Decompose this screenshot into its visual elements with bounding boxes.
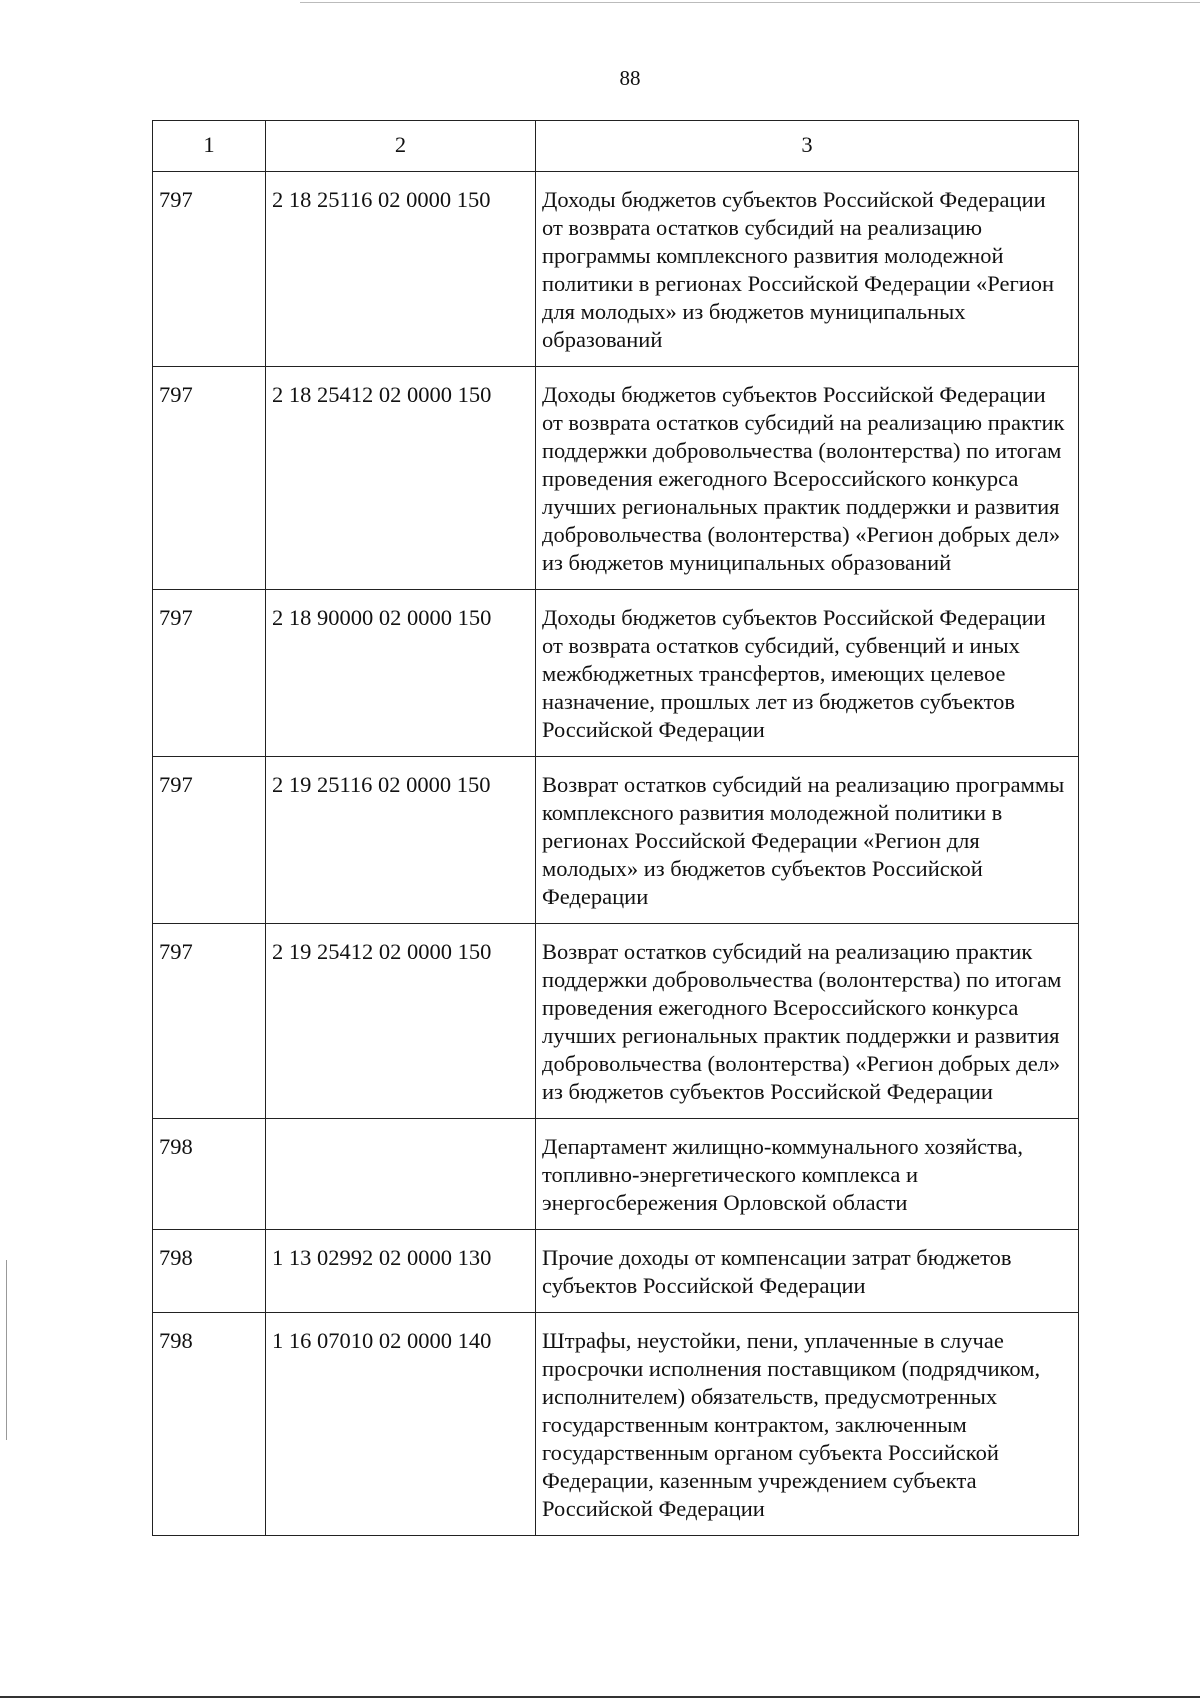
scan-artifact-top (300, 2, 1200, 3)
admin-code-cell: 798 (153, 1313, 266, 1536)
description-cell: Доходы бюджетов субъектов Российской Федерации от возврата остатков субсидий на реализацию практик поддержки добровольчества (волонтерства) по итогам проведения ежегодного Всероссийского конкурса лучших региональных практик поддержки и развития добровольчества (волонтерства) «Регион добрых дел» из бюджетов муниципальных образований (536, 367, 1079, 590)
admin-code-cell: 797 (153, 367, 266, 590)
header-col-1: 1 (153, 121, 266, 172)
admin-code-cell: 797 (153, 757, 266, 924)
table-row (153, 1119, 1079, 1230)
budget-code-cell: 2 18 25116 02 0000 150 (266, 172, 536, 367)
table-row (153, 924, 1079, 1119)
description-cell: Доходы бюджетов субъектов Российской Федерации от возврата остатков субсидий на реализацию программы комплексного развития молодежной политики в регионах Российской Федерации «Регион для молодых» из бюджетов муниципальных образований (536, 172, 1079, 367)
description-cell: Департамент жилищно-коммунального хозяйства, топливно-энергетического комплекса и энергосбережения Орловской области (536, 1119, 1079, 1230)
scan-artifact-left (6, 1260, 7, 1440)
description-cell: Прочие доходы от компенсации затрат бюджетов субъектов Российской Федерации (536, 1230, 1079, 1313)
admin-code-cell: 798 (153, 1230, 266, 1313)
table-row (153, 1230, 1079, 1313)
table-row (153, 590, 1079, 757)
budget-codes-table (152, 120, 1079, 1536)
page-number: 88 (619, 66, 641, 90)
table-row (153, 757, 1079, 924)
budget-code-cell: 1 13 02992 02 0000 130 (266, 1230, 536, 1313)
budget-code-cell: 2 19 25116 02 0000 150 (266, 757, 536, 924)
budget-code-cell (266, 1119, 536, 1230)
header-col-3: 3 (536, 121, 1079, 172)
admin-code-cell: 798 (153, 1119, 266, 1230)
budget-code-cell: 1 16 07010 02 0000 140 (266, 1313, 536, 1536)
scan-artifact-bottom (0, 1696, 1200, 1698)
header-col-2: 2 (266, 121, 536, 172)
table-row (153, 172, 1079, 367)
table-row (153, 1313, 1079, 1536)
description-cell: Возврат остатков субсидий на реализацию программы комплексного развития молодежной политики в регионах Российской Федерации «Регион для молодых» из бюджетов субъектов Российской Федерации (536, 757, 1079, 924)
admin-code-cell: 797 (153, 172, 266, 367)
description-cell: Штрафы, неустойки, пени, уплаченные в случае просрочки исполнения поставщиком (подрядчиком, исполнителем) обязательств, предусмотренных государственным контрактом, заключенным государственным органом субъекта Российской Федерации, казенным учреждением субъекта Российской Федерации (536, 1313, 1079, 1536)
description-cell: Доходы бюджетов субъектов Российской Федерации от возврата остатков субсидий, субвенций и иных межбюджетных трансфертов, имеющих целевое назначение, прошлых лет из бюджетов субъектов Российской Федерации (536, 590, 1079, 757)
table-header-row (153, 121, 1079, 172)
admin-code-cell: 797 (153, 924, 266, 1119)
budget-code-cell: 2 18 90000 02 0000 150 (266, 590, 536, 757)
admin-code-cell: 797 (153, 590, 266, 757)
table-row (153, 367, 1079, 590)
description-cell: Возврат остатков субсидий на реализацию практик поддержки добровольчества (волонтерства) по итогам проведения ежегодного Всероссийского конкурса лучших региональных практик поддержки и развития добровольчества (волонтерства) «Регион добрых дел» из бюджетов субъектов Российской Федерации (536, 924, 1079, 1119)
budget-code-cell: 2 18 25412 02 0000 150 (266, 367, 536, 590)
budget-code-cell: 2 19 25412 02 0000 150 (266, 924, 536, 1119)
